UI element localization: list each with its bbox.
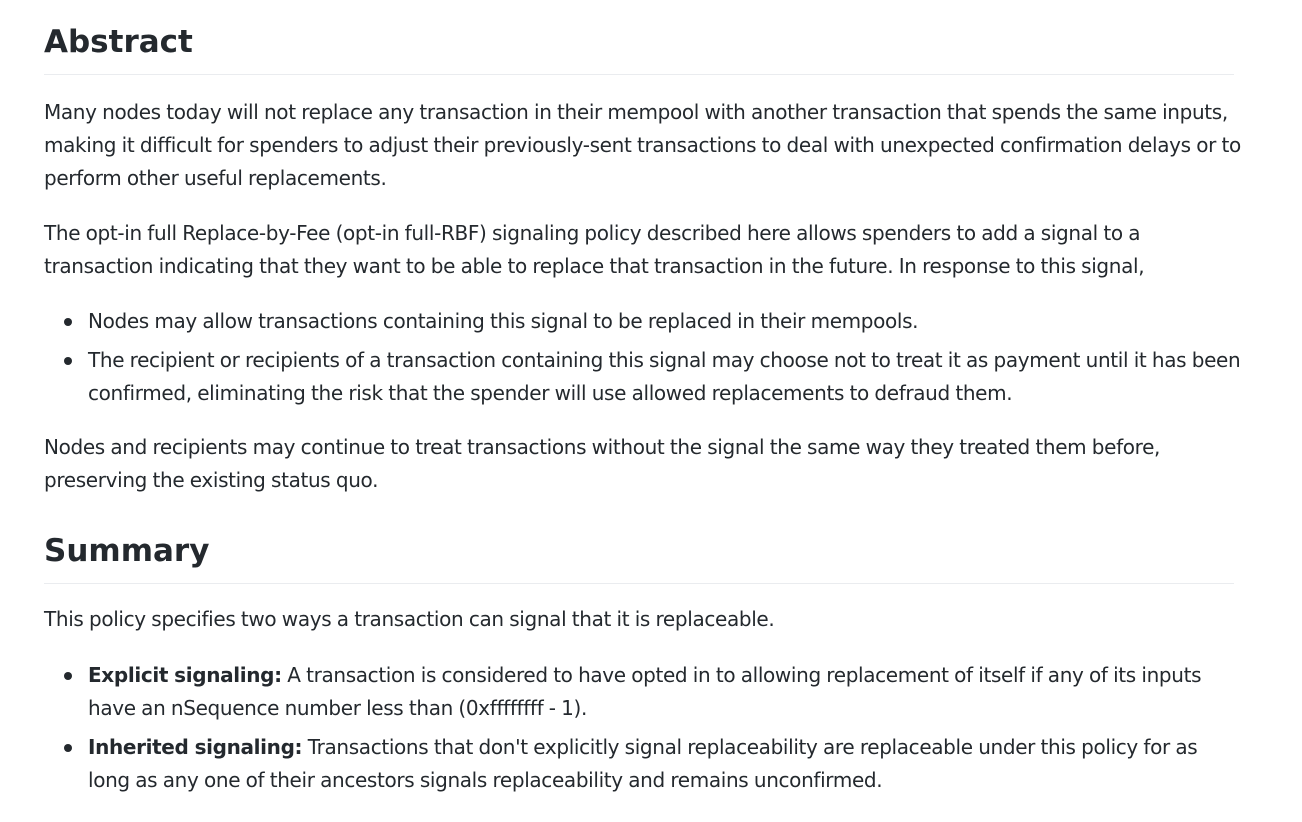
- abstract-bullet-list: [44, 305, 1244, 410]
- abstract-paragraph-1: Many nodes today will not replace any transaction in their mempool with another transaction that spends the same inputs, making it difficult for spenders to adjust their previously-sent transactions to deal with unexpected confirmation delays or to perform other useful replacements.: [44, 100, 1241, 190]
- bullet-icon: [64, 318, 72, 326]
- summary-bullet-list: [44, 659, 1244, 797]
- list-item-term: Explicit signaling:: [88, 663, 282, 687]
- list-item-text: Transactions that don't explicitly signal replaceability are replaceable under this policy for as long as any one of their ancestors signals replaceability and remains unconfirmed.: [88, 735, 1198, 792]
- abstract-paragraph-2: The opt-in full Replace-by-Fee (opt-in full-RBF) signaling policy described here allows spenders to add a signal to a transaction indicating that they want to be able to replace that transaction in the future. In response to this signal,: [44, 221, 1145, 278]
- list-item-text: Nodes may allow transactions containing this signal to be replaced in their mempools.: [88, 309, 919, 333]
- list-item-term: Inherited signaling:: [88, 735, 303, 759]
- list-item: [44, 659, 1244, 725]
- abstract-paragraph-3: Nodes and recipients may continue to treat transactions without the signal the same way they treated them before, preserving the existing status quo.: [44, 435, 1161, 492]
- bullet-icon: [64, 357, 72, 365]
- bullet-icon: [64, 672, 72, 680]
- list-item: [44, 305, 1244, 338]
- summary-heading: Summary: [44, 531, 1234, 584]
- list-item: [44, 344, 1244, 410]
- list-item-text: A transaction is considered to have opted in to allowing replacement of itself if any of its inputs have an nSequence number less than (0xffffffff - 1).: [88, 663, 1202, 720]
- bullet-icon: [64, 744, 72, 752]
- list-item-text: The recipient or recipients of a transaction containing this signal may choose not to treat it as payment until it has been confirmed, eliminating the risk that the spender will use allowed replacements to defraud them.: [88, 348, 1241, 405]
- summary-paragraph-1: This policy specifies two ways a transaction can signal that it is replaceable.: [44, 607, 775, 631]
- list-item: [44, 731, 1244, 797]
- abstract-heading: Abstract: [44, 22, 1234, 75]
